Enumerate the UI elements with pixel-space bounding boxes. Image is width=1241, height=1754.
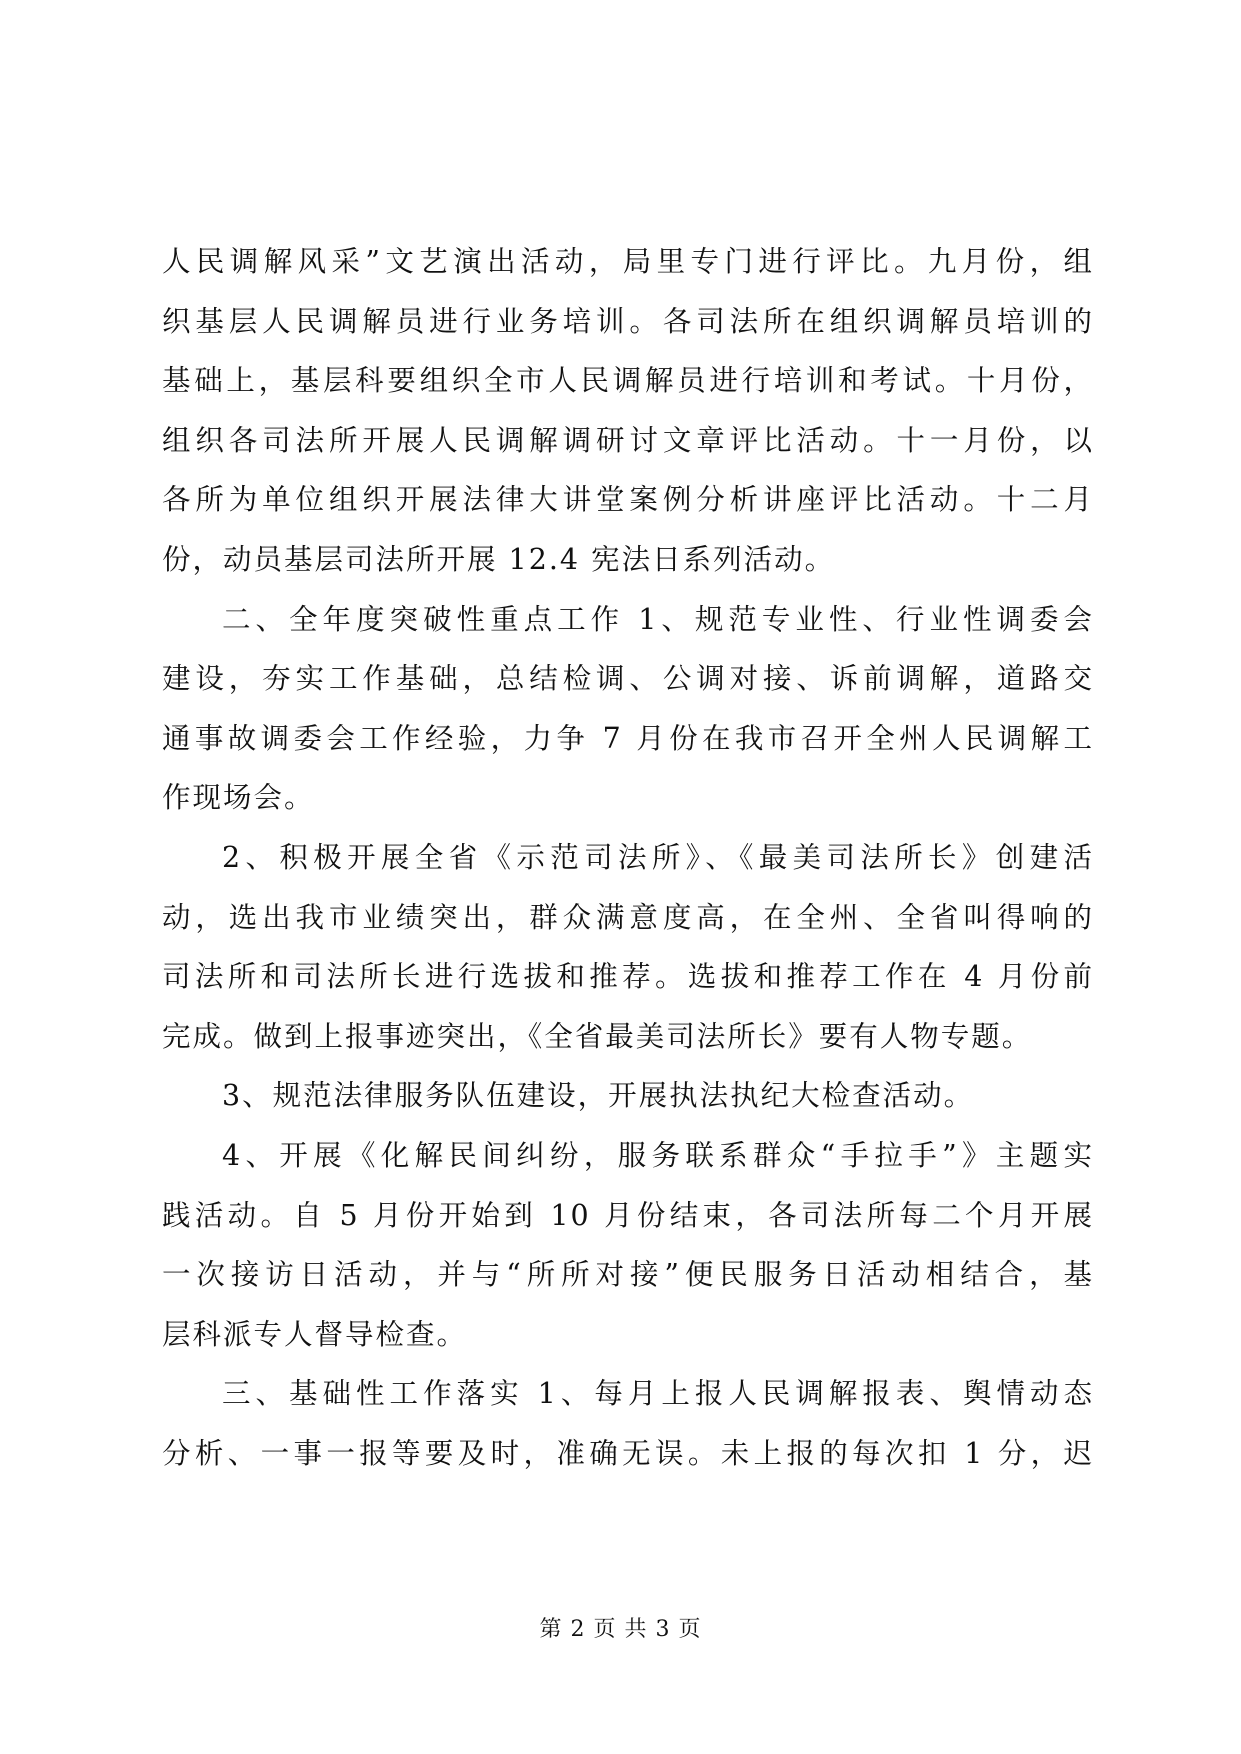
text-line: 建设，夯实工作基础，总结检调、公调对接、诉前调解，道路交 <box>162 662 1094 696</box>
page-number-footer: 第 2 页 共 3 页 <box>539 1617 702 1642</box>
text-line: 基础上，基层科要组织全市人民调解员进行培训和考试。十月份， <box>162 364 1094 398</box>
paragraph-start-line: 3、规范法律服务队伍建设，开展执法执纪大检查活动。 <box>222 1079 975 1113</box>
text-line: 层科派专人督导检查。 <box>162 1317 468 1351</box>
text-line: 通事故调委会工作经验，力争 7 月份在我市召开全州人民调解工 <box>162 721 1094 755</box>
text-line: 份，动员基层司法所开展 12.4 宪法日系列活动。 <box>162 542 836 576</box>
text-line: 践活动。自 5 月份开始到 10 月份结束，各司法所每二个月开展 <box>162 1198 1094 1232</box>
paragraph-start-line: 二、全年度突破性重点工作 1、规范专业性、行业性调委会 <box>222 602 1094 636</box>
paragraph-start-line: 三、基础性工作落实 1、每月上报人民调解报表、舆情动态 <box>222 1377 1094 1411</box>
text-line: 一次接访日活动，并与“所所对接”便民服务日活动相结合，基 <box>162 1258 1094 1292</box>
text-line: 动，选出我市业绩突出，群众满意度高，在全州、全省叫得响的 <box>162 900 1094 934</box>
text-line: 组织各司法所开展人民调解调研讨文章评比活动。十一月份，以 <box>162 423 1094 457</box>
text-line: 完成。做到上报事迹突出，《全省最美司法所长》要有人物专题。 <box>162 1019 1033 1053</box>
text-line: 作现场会。 <box>162 781 315 815</box>
text-line: 织基层人民调解员进行业务培训。各司法所在组织调解员培训的 <box>162 304 1094 338</box>
text-line: 分析、一事一报等要及时，准确无误。未上报的每次扣 1 分，迟 <box>162 1436 1094 1470</box>
paragraph-start-line: 4、开展《化解民间纠纷，服务联系群众“手拉手”》主题实 <box>222 1138 1094 1172</box>
text-line: 人民调解风采”文艺演出活动，局里专门进行评比。九月份，组 <box>162 245 1094 278</box>
document-body <box>162 232 1094 1483</box>
text-line: 各所为单位组织开展法律大讲堂案例分析讲座评比活动。十二月 <box>162 483 1094 517</box>
paragraph-start-line: 2、积极开展全省《示范司法所》、《最美司法所长》创建活 <box>222 840 1094 874</box>
text-line: 司法所和司法所长进行选拔和推荐。选拔和推荐工作在 4 月份前 <box>162 960 1094 994</box>
